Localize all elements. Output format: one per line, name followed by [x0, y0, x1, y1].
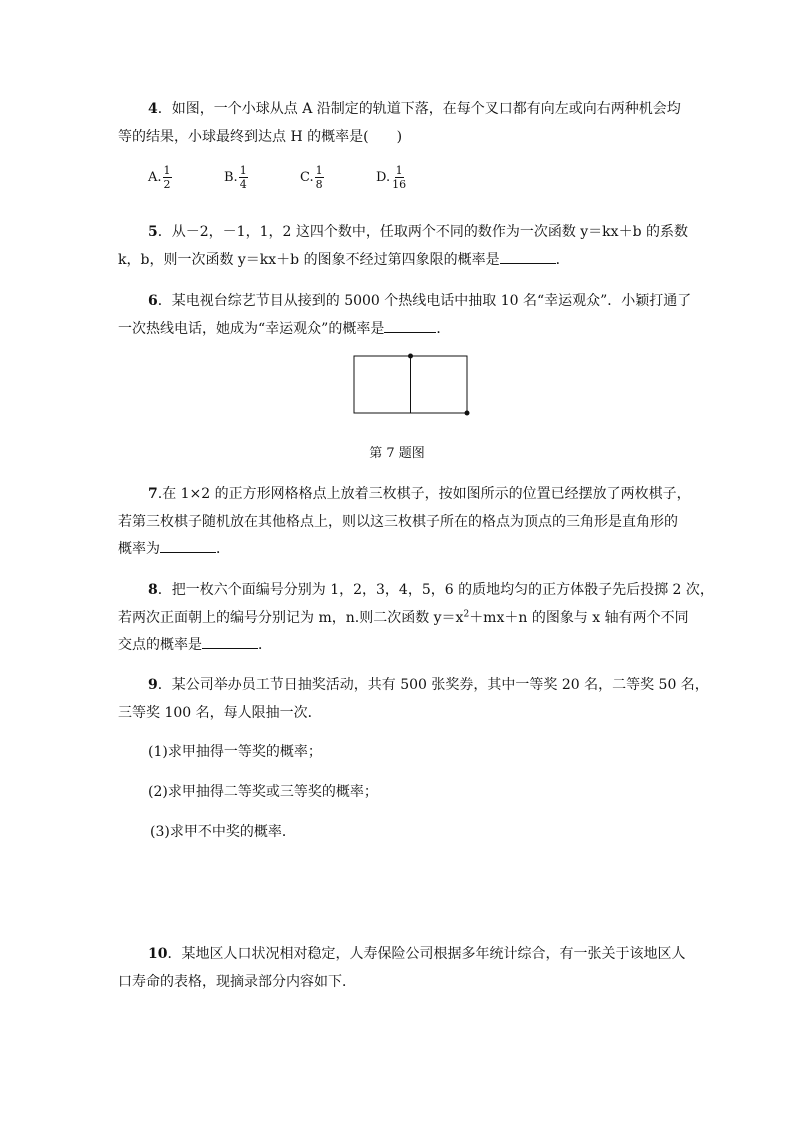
q9-sub3: (3)求甲不中奖的概率．: [150, 824, 296, 840]
q9-sub2: (2)求甲抽得二等奖或三等奖的概率；: [148, 784, 378, 800]
q5-number: 5: [148, 224, 158, 240]
q7-line3: 概率为 ．: [118, 541, 230, 557]
q6-line2: 一次热线电话，她成为“幸运观众”的概率是 ．: [118, 321, 451, 337]
q6-answer-blank[interactable]: [384, 320, 436, 333]
q5-line2: k，b，则一次函数 y＝kx＋b 的图象不经过第四象限的概率是 ．: [118, 252, 570, 268]
q10-line1: 10．某地区人口状况相对稳定，人寿保险公司根据多年统计综合，有一张关于该地区人: [148, 946, 686, 962]
q4-line1: 4．如图，一个小球从点 A 沿制定的轨道下落，在每个叉口都有向左或向右两种机会均: [148, 101, 681, 117]
chess-piece-top: [408, 354, 413, 359]
q10-line2: 口寿命的表格，现摘录部分内容如下．: [118, 974, 356, 990]
q9-sub1: (1)求甲抽得一等奖的概率；: [148, 744, 322, 760]
q8-number: 8: [148, 582, 158, 598]
figure-caption: 第 7 题图: [369, 446, 425, 461]
q4-option-c: C. $\frac{1}{8}$: [300, 164, 323, 191]
q9-number: 9: [148, 677, 158, 693]
q9-line2: 三等奖 100 名，每人限抽一次．: [118, 705, 322, 721]
q7-answer-blank[interactable]: [160, 540, 216, 553]
q6-number: 6: [148, 293, 158, 309]
q4-option-a: A. $\frac{1}{2}$: [148, 164, 171, 191]
chess-piece-bottom-right: [465, 411, 470, 416]
q4-option-b: B. $\frac{1}{4}$: [224, 164, 247, 191]
q4-number: 4: [148, 101, 158, 117]
q7-number: 7: [148, 486, 158, 502]
q6-line1: 6．某电视台综艺节目从接到的 5000 个热线电话中抽取 10 名“幸运观众”．小颖打通了: [148, 293, 692, 309]
q8-line2: 若两次正面朝上的编号分别记为 m，n.则二次函数 $y=x^2+mx+n$ 的图象与 x 轴有两个不同: [118, 609, 689, 626]
q7-grid-figure: [350, 352, 472, 418]
q5-answer-blank[interactable]: [500, 251, 556, 264]
q4-line2: 等的结果，小球最终到达点 H 的概率是( ): [118, 129, 403, 145]
q9-line1: 9．某公司举办员工节日抽奖活动，共有 500 张奖券，其中一等奖 20 名，二等奖 50 名，: [148, 677, 709, 693]
q8-line3: 交点的概率是 ．: [118, 637, 272, 653]
q7-line1: 7.在 1×2 的正方形网格格点上放着三枚棋子，按如图所示的位置已经摆放了两枚棋子，: [148, 486, 691, 502]
q8-line1: 8．把一枚六个面编号分别为 1，2，3，4，5，6 的质地均匀的正方体骰子先后投掷 2 次，: [148, 582, 714, 598]
q7-line2: 若第三枚棋子随机放在其他格点上，则以这三枚棋子所在的格点为顶点的三角形是直角形的: [118, 514, 678, 530]
q8-answer-blank[interactable]: [202, 636, 258, 649]
q4-option-d: D. $\frac{1}{16}$: [376, 164, 407, 191]
q5-line1: 5．从－2，－1，1，2 这四个数中，任取两个不同的数作为一次函数 y＝kx＋b 的系数: [148, 224, 688, 240]
q10-number: 10: [148, 946, 168, 962]
